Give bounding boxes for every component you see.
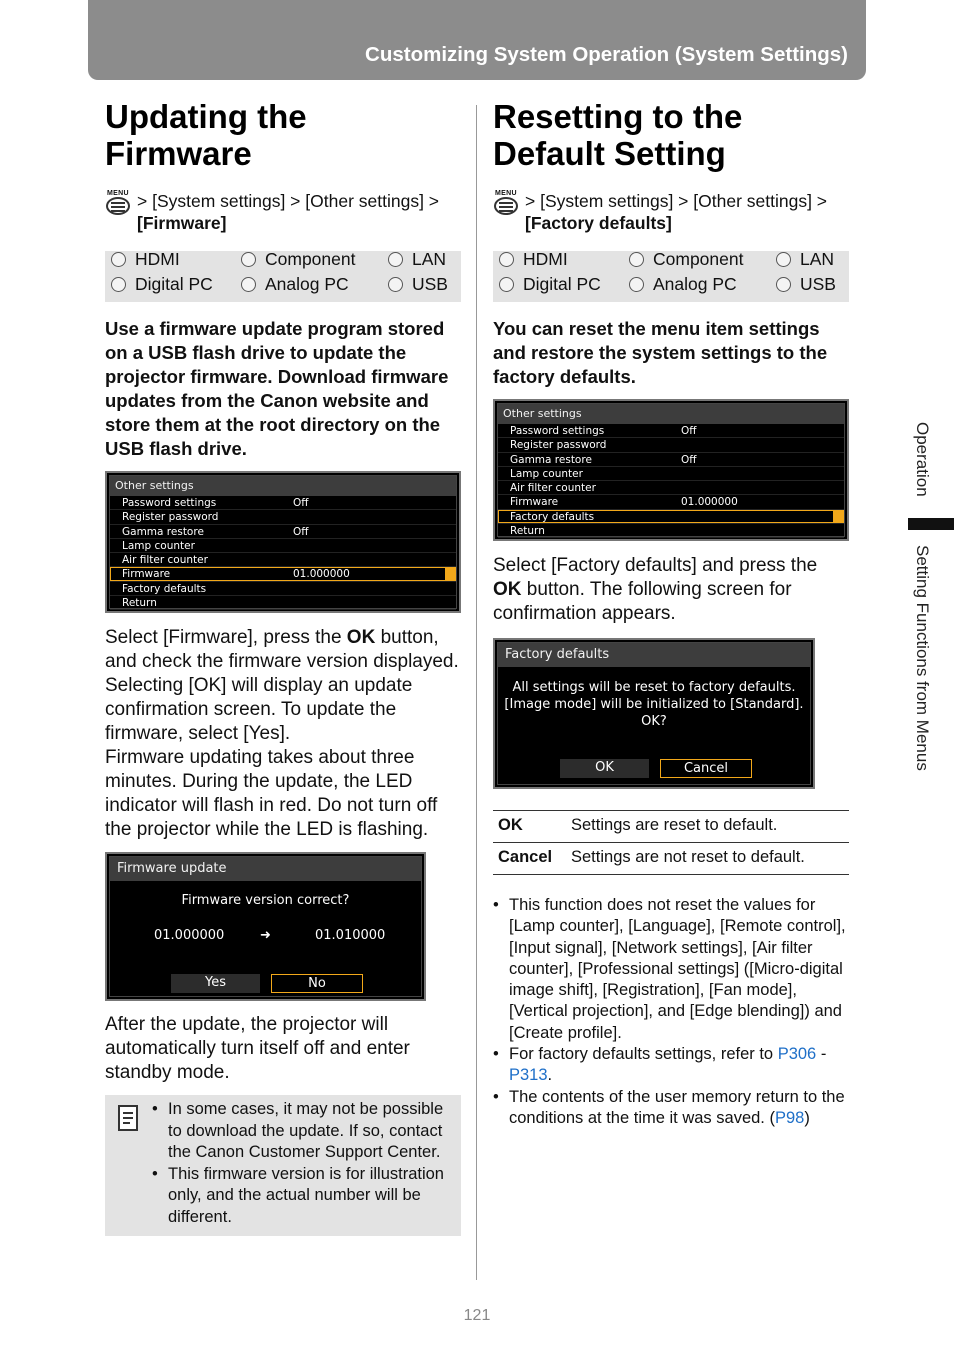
yes-button: Yes xyxy=(171,974,260,993)
osd-row: Factory defaults xyxy=(110,582,456,596)
dialog-current-version: 01.000000 xyxy=(154,928,225,943)
input-hdmi: HDMI xyxy=(111,248,180,270)
no-button: No xyxy=(271,974,363,993)
table-term: OK xyxy=(498,816,523,834)
dialog-message-line: OK? xyxy=(641,714,667,729)
list-item: • The contents of the user memory return to the conditions at the time it was saved. (P98) xyxy=(493,1087,849,1130)
osd-row: Register password xyxy=(110,510,456,524)
section-title: Resetting to the Default Setting xyxy=(493,98,743,172)
dialog-new-version: 01.010000 xyxy=(315,928,386,943)
page-number: 121 xyxy=(463,1307,491,1324)
osd-row: Password settings Off xyxy=(110,496,456,510)
osd-row: Firmware 01.000000 xyxy=(498,495,844,509)
list-item: • This function does not reset the values for [Lamp counter], [Language], [Remote control], [Input signal], [Network settings], [Air filter counter], [Professional settings] ([Micro-digital image shift], [Registration], [Fan mode], [Vertical projection], and [Edge blending]) and [Create profile]. xyxy=(493,895,849,1044)
dialog-title: Factory defaults xyxy=(498,643,810,667)
menu-path-line-2: [Firmware] xyxy=(137,213,227,233)
ok-button: OK xyxy=(560,759,649,778)
osd-row: Air filter counter xyxy=(498,481,844,495)
osd-row: Return xyxy=(110,596,456,610)
input-component: Component xyxy=(241,248,355,270)
instruction-paragraph: Select [Firmware], press the OK button, and check the firmware version displayed. Selecting [OK] will display an update confirmation screen. To update the firmware, select [Yes]. xyxy=(105,627,459,744)
side-chapter-tab xyxy=(908,518,954,530)
input-hdmi: HDMI xyxy=(499,248,568,270)
note-item: • In some cases, it may not be possible to download the update. If so, contact the Canon Customer Support Center. xyxy=(152,1099,451,1164)
radio-circle-icon xyxy=(776,252,791,267)
menu-path xyxy=(105,190,461,234)
osd-row: Password settings Off xyxy=(498,424,844,438)
cancel-button: Cancel xyxy=(660,759,752,778)
radio-circle-icon xyxy=(111,277,126,292)
table-term: Cancel xyxy=(493,843,566,875)
osd-other-settings-screenshot xyxy=(105,471,461,613)
osd-title: Other settings xyxy=(498,404,844,424)
input-digital-pc: Digital PC xyxy=(499,273,601,295)
page-link-p306[interactable]: P306 xyxy=(777,1045,817,1064)
radio-circle-icon xyxy=(629,252,644,267)
input-usb: USB xyxy=(388,273,448,295)
instruction-paragraph: Select [Factory defaults] and press the OK button. The following screen for confirmation appears. xyxy=(493,555,818,624)
table-row xyxy=(493,843,849,875)
menu-button-icon: MENU xyxy=(493,190,521,216)
table-description: Settings are not reset to default. xyxy=(566,843,849,875)
column-divider xyxy=(476,105,477,1280)
input-analog-pc: Analog PC xyxy=(629,273,737,295)
side-label-chapter: Setting Functions from Menus xyxy=(913,545,932,771)
radio-circle-icon xyxy=(241,252,256,267)
radio-circle-icon xyxy=(241,277,256,292)
input-lan: LAN xyxy=(776,248,834,270)
radio-circle-icon xyxy=(388,277,403,292)
section-updating-firmware xyxy=(105,98,461,1236)
side-label-operation: Operation xyxy=(913,422,932,497)
osd-row: Lamp counter xyxy=(498,467,844,481)
menu-button-icon: MENU xyxy=(105,190,133,216)
radio-circle-icon xyxy=(499,252,514,267)
after-update-paragraph: After the update, the projector will automatically turn itself off and enter standby mode. xyxy=(105,1014,410,1083)
chapter-header-bar xyxy=(88,0,866,80)
notes-list xyxy=(493,895,849,1129)
menu-path-line-1: > [System settings] > [Other settings] > xyxy=(137,191,440,211)
osd-row: Gamma restore Off xyxy=(498,453,844,467)
note-memo-icon xyxy=(118,1105,138,1131)
dialog-question: Firmware version correct? xyxy=(181,893,350,908)
duration-paragraph: Firmware updating takes about three minutes. During the update, the LED indicator will flash in red. Do not turn off the projector while the LED is flashing. xyxy=(105,747,438,840)
input-analog-pc: Analog PC xyxy=(241,273,349,295)
osd-row: Return xyxy=(498,524,844,538)
input-lan: LAN xyxy=(388,248,446,270)
osd-other-settings-screenshot xyxy=(493,399,849,541)
chapter-header-title: Customizing System Operation (System Settings) xyxy=(365,43,848,66)
firmware-update-dialog-screenshot xyxy=(105,852,426,1001)
input-digital-pc: Digital PC xyxy=(111,273,213,295)
osd-row: Gamma restore Off xyxy=(110,525,456,539)
radio-circle-icon xyxy=(776,277,791,292)
factory-defaults-dialog-screenshot xyxy=(493,638,815,789)
radio-circle-icon xyxy=(629,277,644,292)
radio-circle-icon xyxy=(111,252,126,267)
input-usb: USB xyxy=(776,273,836,295)
arrow-right-icon: ➜ xyxy=(260,928,271,943)
radio-circle-icon xyxy=(499,277,514,292)
osd-row: Air filter counter xyxy=(110,553,456,567)
input-component: Component xyxy=(629,248,743,270)
page-link-p98[interactable]: P98 xyxy=(774,1108,805,1127)
menu-path-line-2: [Factory defaults] xyxy=(525,213,672,233)
dialog-title: Firmware update xyxy=(110,857,421,881)
note-item: • This firmware version is for illustration only, and the actual number will be different. xyxy=(152,1164,451,1229)
osd-row: Register password xyxy=(498,438,844,452)
section-resetting-default xyxy=(493,98,849,1129)
lead-paragraph: You can reset the menu item settings and restore the system settings to the factory defaults. xyxy=(493,318,828,387)
lead-paragraph: Use a firmware update program stored on a USB flash drive to update the projector firmware. Download firmware updates from the Canon website and store them at the root directory on the USB flash drive. xyxy=(105,318,449,459)
page-link-p313[interactable]: P313 xyxy=(509,1066,548,1085)
menu-path-line-1: > [System settings] > [Other settings] > xyxy=(525,191,828,211)
section-title: Updating the Firmware xyxy=(105,98,307,172)
input-compatibility-grid xyxy=(493,251,849,302)
radio-circle-icon xyxy=(388,252,403,267)
input-compatibility-grid xyxy=(105,251,461,302)
menu-path xyxy=(493,190,849,234)
options-table xyxy=(493,810,849,875)
osd-row: Lamp counter xyxy=(110,539,456,553)
list-item: • For factory defaults settings, refer to P306 - P313. xyxy=(493,1044,849,1087)
note-box xyxy=(105,1095,461,1236)
osd-row-selected: Firmware 01.000000 xyxy=(110,567,456,581)
osd-row-selected: Factory defaults xyxy=(498,510,844,524)
table-row xyxy=(493,811,849,843)
osd-title: Other settings xyxy=(110,476,456,496)
table-description: Settings are reset to default. xyxy=(571,816,778,834)
dialog-message-line: [Image mode] will be initialized to [Standard]. xyxy=(504,697,804,712)
dialog-message-line: All settings will be reset to factory defaults. xyxy=(512,680,796,695)
